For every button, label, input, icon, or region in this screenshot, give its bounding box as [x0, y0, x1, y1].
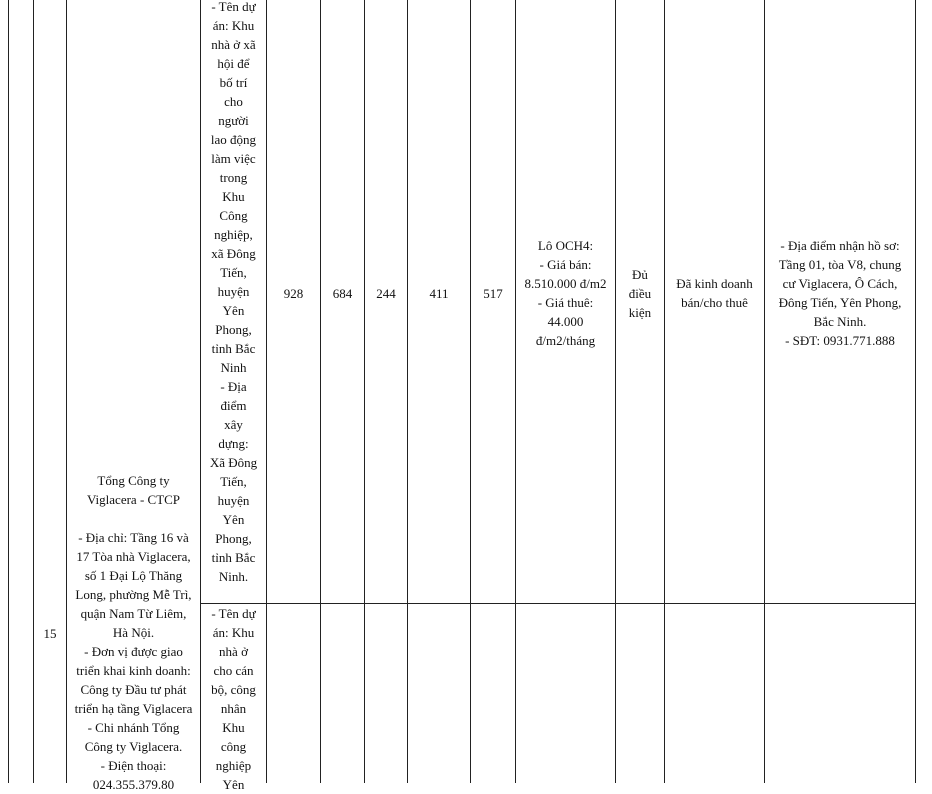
value-cell — [267, 284, 320, 303]
project-description-line: tỉnh Bắc — [211, 341, 256, 356]
condition-line: kiện — [628, 305, 652, 320]
value: 517 — [483, 286, 503, 301]
contact-line: - Địa điểm nhận hồ sơ: — [780, 238, 900, 253]
table-border-left — [8, 0, 9, 783]
project-description-line: huyện — [217, 284, 250, 299]
project-description-line: - Tên dự — [211, 606, 256, 621]
company-detail-line: triển hạ tầng Viglacera — [74, 701, 193, 716]
price-line: Lô OCH4: — [537, 238, 594, 253]
company-detail-line: - Đơn vị được giao — [84, 644, 183, 659]
company-detail-line: Công ty Viglacera. — [84, 739, 183, 754]
price-cell — [516, 236, 615, 350]
column-divider — [320, 0, 321, 783]
project-description-line: bố trí — [219, 75, 248, 90]
value: 244 — [376, 286, 396, 301]
price-line: đ/m2/tháng — [535, 333, 596, 348]
contact-line: Bắc Ninh. — [813, 314, 867, 329]
row-number: 15 — [43, 626, 57, 641]
row-divider — [200, 603, 916, 604]
project-description-line: cho — [224, 94, 243, 109]
company-detail-line: Hà Nội. — [112, 625, 155, 640]
project-description-line: - Địa — [220, 379, 247, 394]
price-line: 8.510.000 đ/m2 — [524, 276, 607, 291]
project-description-line: lao động — [210, 132, 257, 147]
project-description-line: án: Khu — [212, 18, 255, 33]
project-description-line: làm việc — [211, 151, 256, 166]
project-description-line: huyện — [217, 493, 250, 508]
project-description-line: công — [220, 739, 247, 754]
company-detail-line: 17 Tòa nhà Viglacera, — [76, 549, 191, 564]
company-name-line: Tổng Công ty — [97, 473, 170, 488]
project-description-line: trong — [219, 170, 248, 185]
project-description-line: hội để — [217, 56, 250, 71]
project-description-line: Khu — [222, 189, 245, 204]
project-description-line: bộ, công — [211, 682, 256, 697]
company-detail-line: Công ty Đầu tư phát — [80, 682, 187, 697]
contact-line: Đông Tiến, Yên Phong, — [778, 295, 902, 310]
company-detail-line: 024.355.379.80 — [92, 777, 175, 792]
project-description-line: Xã Đông — [209, 455, 258, 470]
company-detail-line: triển khai kinh doanh: — [76, 663, 191, 678]
table-border-right — [915, 0, 916, 783]
column-divider — [364, 0, 365, 783]
company-detail-line: - Chi nhánh Tổng — [87, 720, 180, 735]
project-description-line: - Tên dự — [211, 0, 256, 14]
contact-line: cư Viglacera, Ô Cách, — [782, 276, 898, 291]
project-description-line: Phong, — [215, 322, 252, 337]
column-divider — [515, 0, 516, 783]
project-description-line: xã Đông — [211, 246, 256, 261]
project-description-line: Tiến, — [220, 474, 247, 489]
project-description-line: Yên — [222, 777, 245, 792]
contact-line: Tầng 01, tòa V8, chung — [778, 257, 902, 272]
column-divider — [33, 0, 34, 783]
project-description-line: Ninh. — [218, 569, 249, 584]
company-detail-line: Long, phường Mễ Trì, — [75, 587, 192, 602]
value-cell — [365, 284, 407, 303]
contact-line: - SĐT: 0931.771.888 — [785, 333, 895, 348]
column-divider — [470, 0, 471, 783]
project-description-line: Yên — [222, 303, 245, 318]
project-description-line: cho cán — [213, 663, 254, 678]
row-number-cell — [34, 624, 66, 643]
status-line: Đã kinh doanh — [676, 276, 753, 291]
value-cell — [471, 284, 515, 303]
project-description-cell — [201, 604, 266, 794]
project-description-line: người — [218, 113, 249, 128]
company-cell — [67, 471, 200, 794]
company-name-line: Viglacera - CTCP — [86, 492, 181, 507]
price-line: 44.000 — [547, 314, 584, 329]
column-divider — [266, 0, 267, 783]
project-description-line: Yên — [222, 512, 245, 527]
column-divider — [764, 0, 765, 783]
column-divider — [664, 0, 665, 783]
project-description-line: nghiệp, — [214, 227, 253, 242]
project-description-line: nhà ở xã — [211, 37, 256, 52]
value: 411 — [429, 286, 449, 301]
project-description-line: Tiến, — [220, 265, 247, 280]
project-description-line: án: Khu — [212, 625, 255, 640]
project-description-line: Ninh — [220, 360, 247, 375]
price-line: - Giá thuê: — [537, 295, 594, 310]
company-detail-line: - Địa chỉ: Tầng 16 và — [78, 530, 189, 545]
project-description-line: nhân — [220, 701, 247, 716]
condition-line: điều — [628, 286, 652, 301]
column-divider — [407, 0, 408, 783]
value: 928 — [283, 286, 304, 301]
status-line: bán/cho thuê — [681, 295, 748, 310]
project-description-line: tỉnh Bắc — [211, 550, 256, 565]
project-description-line: Phong, — [215, 531, 252, 546]
condition-cell — [616, 265, 664, 322]
company-detail-line: - Điện thoại: — [100, 758, 167, 773]
project-description-line: Khu — [222, 720, 245, 735]
project-description-line: nhà ở — [219, 644, 248, 659]
project-description-cell — [201, 0, 266, 586]
column-divider — [615, 0, 616, 783]
condition-line: Đủ — [632, 267, 648, 282]
price-line: - Giá bán: — [539, 257, 592, 272]
status-cell — [665, 274, 764, 312]
project-description-line: nghiệp — [215, 758, 252, 773]
project-description-line: xây — [224, 417, 243, 432]
company-detail-line: quận Nam Từ Liêm, — [80, 606, 187, 621]
project-description-line: dựng: — [218, 436, 249, 451]
value: 684 — [332, 286, 353, 301]
value-cell — [321, 284, 364, 303]
contact-cell — [765, 236, 915, 350]
project-description-line: điểm — [220, 398, 247, 413]
value-cell — [408, 284, 470, 303]
company-detail-line: số 1 Đại Lộ Thăng — [84, 568, 183, 583]
project-description-line: Công — [219, 208, 248, 223]
